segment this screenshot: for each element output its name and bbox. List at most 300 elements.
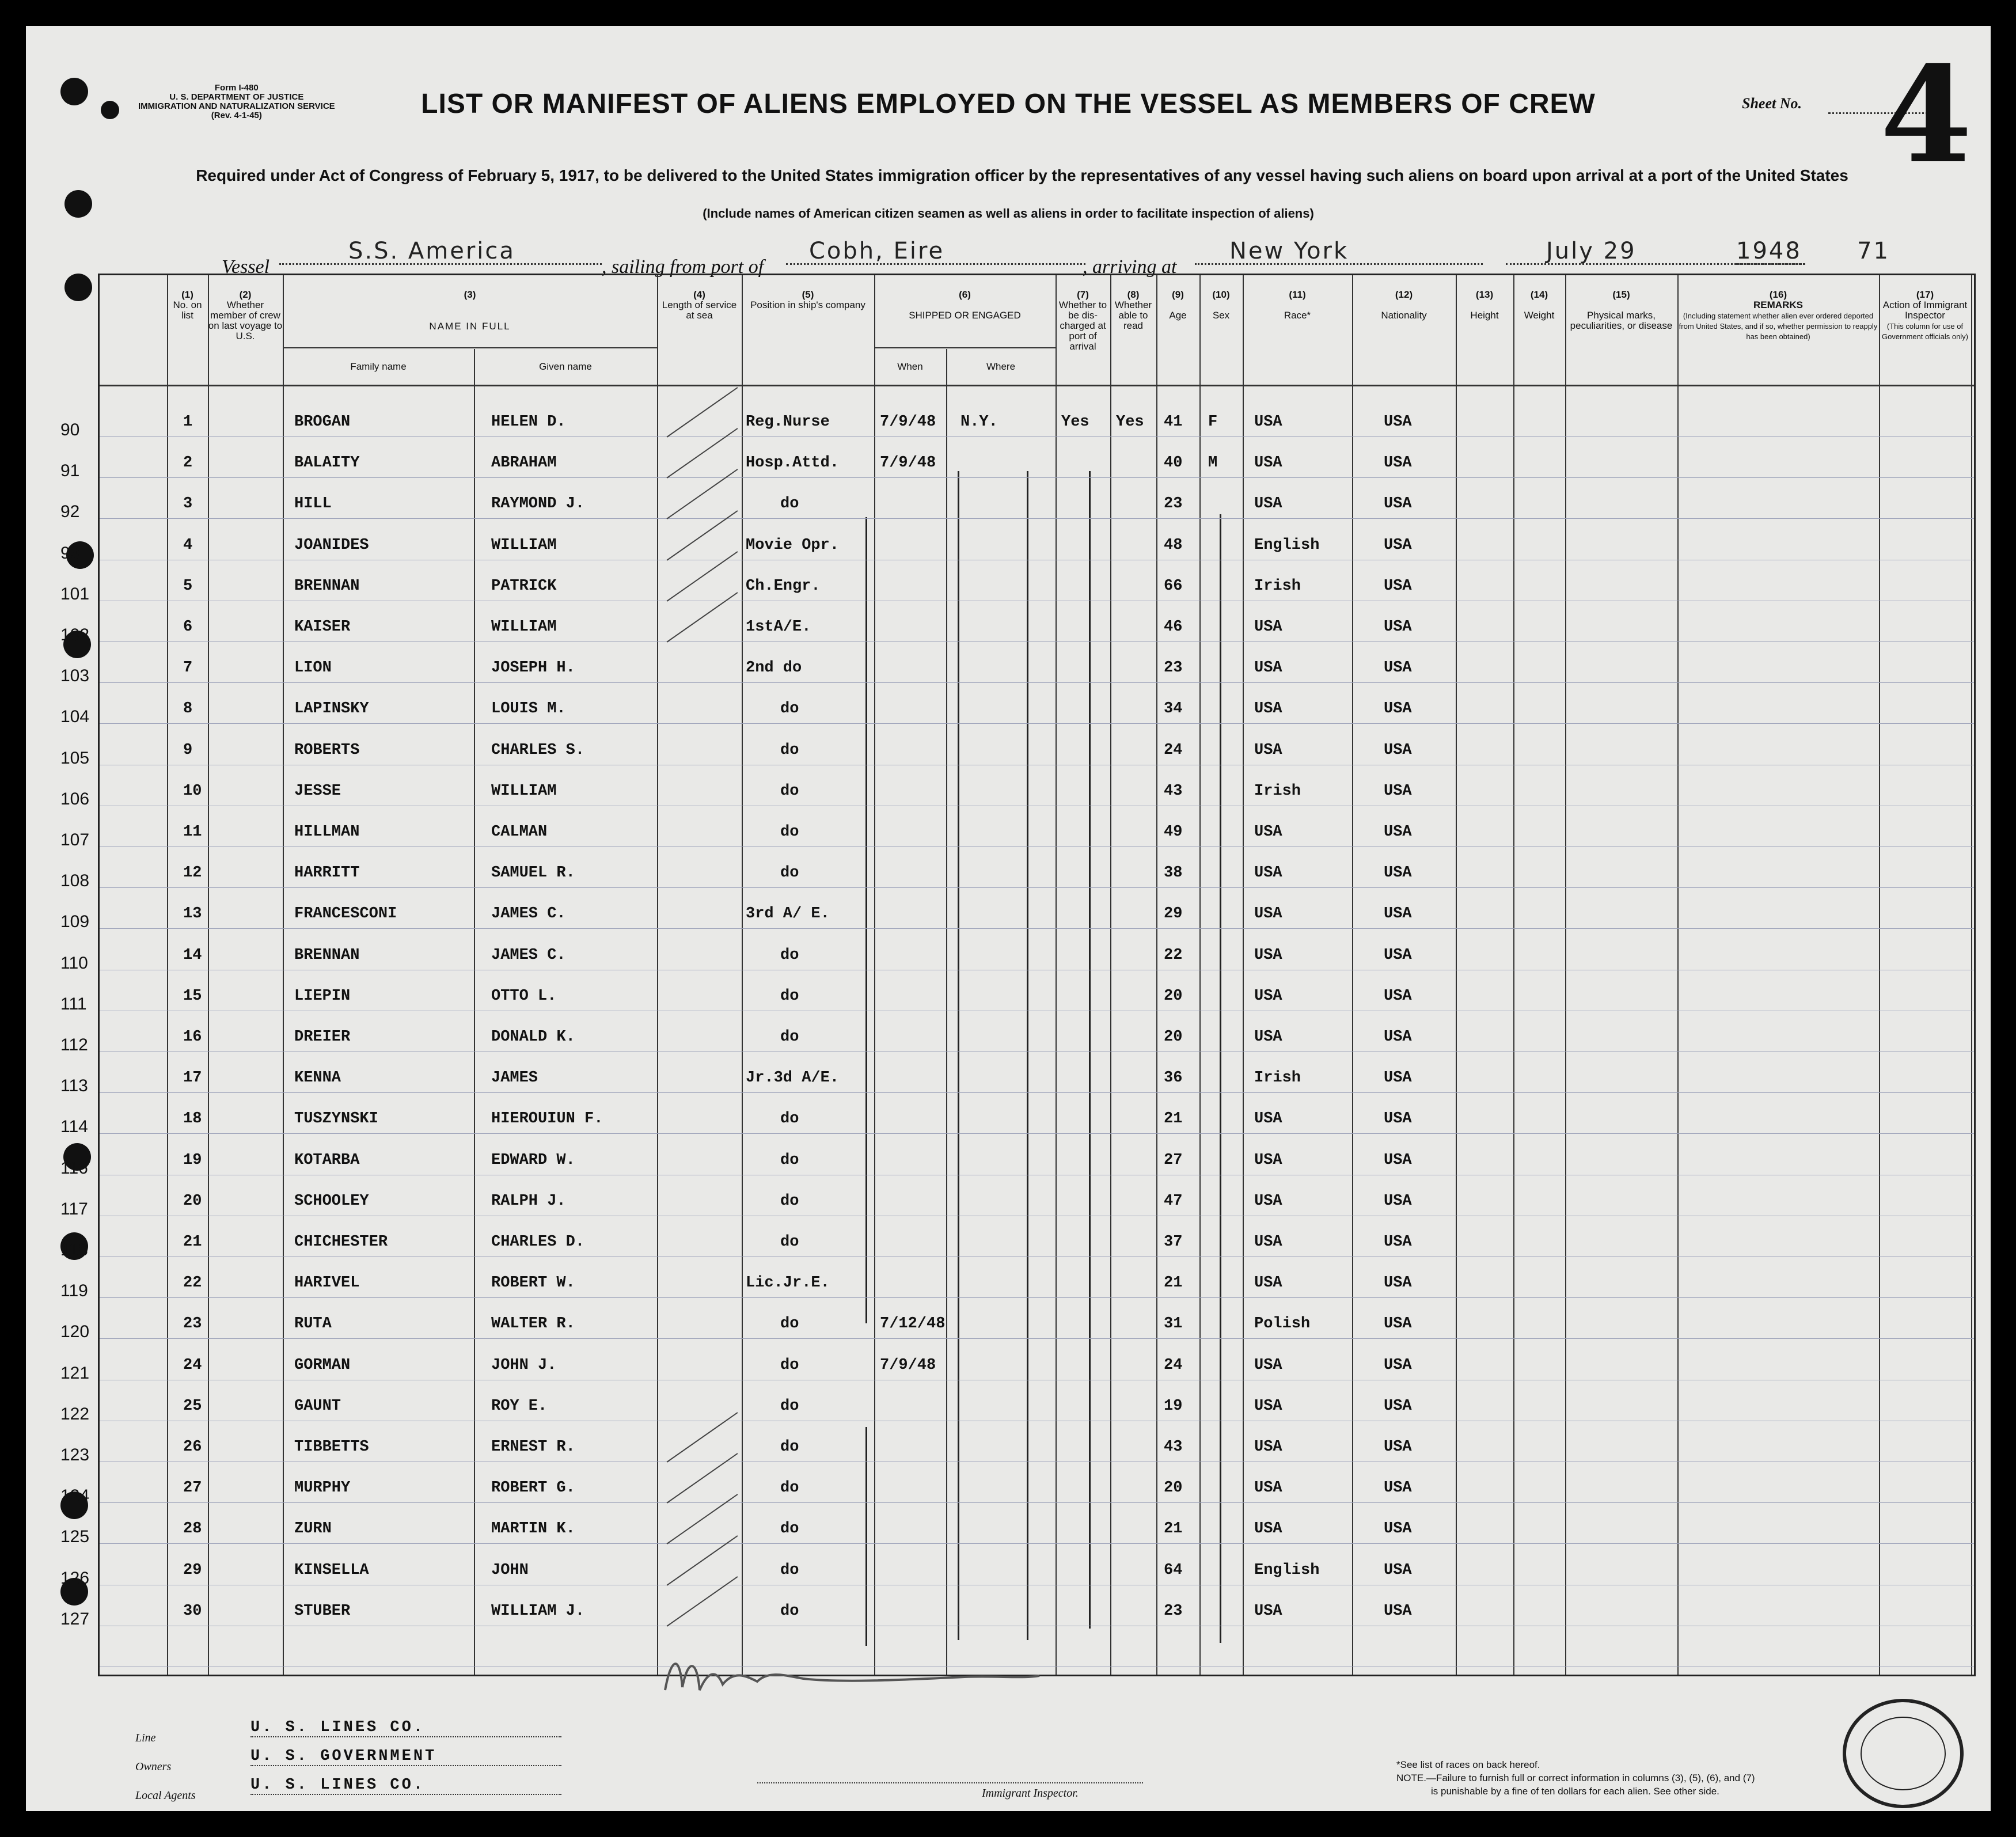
cell-shipped-when: 7/9/48 — [880, 1356, 936, 1374]
cell-family-name: JOANIDES — [294, 536, 369, 554]
cell-family-name: BALAITY — [294, 454, 360, 472]
port-from: Cobh, Eire — [809, 238, 945, 264]
cell-list-number: 27 — [183, 1479, 202, 1497]
consulate-seal — [1843, 1699, 1964, 1808]
row-reference: 104 — [60, 707, 90, 727]
service-stroke — [666, 1494, 738, 1545]
col-discharged-header: (7) Whether to be dis-charged at port of arrival — [1058, 289, 1107, 352]
cell-family-name: JESSE — [294, 782, 341, 800]
cell-list-number: 10 — [183, 782, 202, 800]
col-action-header: (17) Action of Immigrant Inspector (This column for use of Government officials only) — [1881, 289, 1969, 341]
service-stroke — [666, 428, 738, 479]
cell-race: English — [1254, 1561, 1320, 1579]
cell-nationality: USA — [1384, 782, 1412, 800]
sailing-label: , sailing from port of — [602, 256, 764, 278]
ruled-line — [100, 1092, 1974, 1093]
cell-list-number: 18 — [183, 1110, 202, 1128]
cell-family-name: DREIER — [294, 1028, 351, 1046]
cell-age: 21 — [1164, 1110, 1183, 1128]
row-reference: 93 — [60, 543, 80, 563]
col-nationality-header: (12) Nationality — [1381, 289, 1427, 321]
cell-position: 3rd A/ E. — [746, 905, 830, 923]
sheet-number: 4 — [1880, 37, 1973, 193]
cell-family-name: BRENNAN — [294, 946, 360, 964]
cell-shipped-when: 7/9/48 — [880, 413, 936, 431]
cell-race: USA — [1254, 987, 1282, 1005]
cell-race: USA — [1254, 1192, 1282, 1210]
cell-list-number: 20 — [183, 1192, 202, 1210]
cell-family-name: BROGAN — [294, 413, 351, 431]
cell-position: do — [780, 1192, 799, 1210]
sheet-label: Sheet No. — [1742, 95, 1802, 112]
cell-given-name: CHARLES D. — [491, 1233, 585, 1251]
cell-position: Movie Opr. — [746, 536, 840, 554]
cell-race: USA — [1254, 823, 1282, 841]
col-race-header: (11) Race* — [1284, 289, 1311, 321]
cell-age: 24 — [1164, 741, 1183, 759]
cell-race: USA — [1254, 413, 1282, 431]
service-stroke — [666, 469, 738, 520]
cell-shipped-when: 7/12/48 — [880, 1315, 946, 1333]
col-age-header: (9) Age — [1169, 289, 1187, 321]
cell-position: do — [780, 700, 799, 718]
cell-position: 1stA/E. — [746, 618, 811, 636]
cell-age: 37 — [1164, 1233, 1183, 1251]
cell-nationality: USA — [1384, 987, 1412, 1005]
col-sex-header: (10) Sex — [1212, 289, 1230, 321]
owners-label: Owners — [135, 1760, 172, 1773]
ditto-mark — [865, 1427, 867, 1646]
cell-nationality: USA — [1384, 1520, 1412, 1538]
cell-nationality: USA — [1384, 864, 1412, 882]
cell-nationality: USA — [1384, 536, 1412, 554]
cell-given-name: CHARLES S. — [491, 741, 585, 759]
cell-given-name: EDWARD W. — [491, 1151, 575, 1169]
cell-nationality: USA — [1384, 1233, 1412, 1251]
row-reference: 111 — [60, 994, 87, 1014]
cell-race: USA — [1254, 454, 1282, 472]
row-reference: 123 — [60, 1445, 90, 1464]
cell-age: 19 — [1164, 1397, 1183, 1415]
cell-nationality: USA — [1384, 1274, 1412, 1292]
cell-shipped-where: N.Y. — [960, 413, 998, 431]
cell-race: English — [1254, 536, 1320, 554]
row-reference: 121 — [60, 1363, 90, 1383]
cell-nationality: USA — [1384, 1602, 1412, 1620]
cell-nationality: USA — [1384, 741, 1412, 759]
service-stroke — [666, 510, 738, 561]
form-identifier: Form I-480 U. S. DEPARTMENT OF JUSTICE IMMIGRATION AND NATURALIZATION SERVICE (Rev. 4-1-45) — [138, 83, 335, 120]
cell-age: 40 — [1164, 454, 1183, 472]
cell-list-number: 8 — [183, 700, 193, 718]
crew-table: (1) No. on list (2) Whether member of crew on last voyage to U.S. (3) NAME IN FULL Family name Given name (4) Length of service at sea (5) Position in ship's company (6) SHIPPED OR ENGAGED When Where (7) Whether to be dis-charged at port of arrival (8) Whether able to read (9) Age (10) Sex (11) Race* (12) Nationality (13) Height (14) Weight (15) Physical marks, peculiarities, or disease (16) REMARKS (Including statement whether alien ever ordered deported from United States, and if so, whether permission to reapply has been obtained) (17) Action of Immigrant Inspector (This column for use of Government officials only) 1 BROGAN HELEN D. Reg.Nurse 7/9/48 N.Y. Yes Yes 41 F USA USA 2 BALAITY ABRAHAM Hosp.Attd. 7/9/48 40 M USA USA 3 HILL RAYMOND J. do 23 USA USA 4 JOANIDES WILLIAM Movie Opr. 48 English USA 5 BRENNAN PATRICK Ch.Engr. 66 Irish USA 6 KAISER WILLIAM 1stA/E. 46 USA USA 7 LION JOSEPH H. 2nd do 23 USA USA 8 LAPINSKY LOUIS M. do 34 USA USA 9 ROBERTS CHARLES S. do 24 USA USA 10 JESSE WILLIAM do 43 Irish USA 11 HILLMAN CALMAN do 49 USA USA 12 HARRITT SAMUEL R. do 38 USA USA 13 FRANCESCONI JAMES C. 3rd A/ E. 29 USA USA 14 BRENNAN JAMES C. do 22 USA USA 15 LIEPIN OTTO L. do 20 USA USA 16 DREIER DONALD K. do 20 USA USA 17 KENNA JAMES Jr.3d A/E. 36 Irish USA 18 TUSZYNSKI HIEROUIUN F. do 21 USA USA 19 KOTARBA EDWARD W. do 27 USA USA 20 SCHOOLEY RALPH J. do 47 USA USA 21 CHICHESTER CHARLES D. do 37 USA USA 22 HARIVEL ROBERT W. Lic.Jr.E. 21 USA USA 23 RUTA WALTER R. do 7/12/48 31 Polish USA 24 GORMAN JOHN J. do 7/9/48 24 USA USA 25 GAUNT ROY E. do 19 USA USA 26 TIBBETTS ERNEST R. do 43 USA USA 27 MURPHY ROBERT G. do 20 USA USA 28 ZURN MARTIN K. do 21 USA USA 29 KINSELLA JOHN do 64 English USA 30 STUBER WILLIAM J. do 23 USA USA — [98, 274, 1976, 1676]
row-reference: 119 — [60, 1281, 88, 1301]
ruled-line — [100, 518, 1974, 519]
cell-nationality: USA — [1384, 700, 1412, 718]
cell-list-number: 7 — [183, 659, 193, 677]
cell-list-number: 3 — [183, 495, 193, 513]
cell-shipped-when: 7/9/48 — [880, 454, 936, 472]
cell-age: 23 — [1164, 659, 1183, 677]
cell-given-name: CALMAN — [491, 823, 548, 841]
cell-position: do — [780, 1315, 799, 1333]
cell-position: do — [780, 1439, 799, 1456]
row-reference: 113 — [60, 1076, 88, 1096]
row-reference: 127 — [60, 1609, 90, 1629]
col-read-header: (8) Whether able to read — [1114, 289, 1152, 331]
cell-family-name: KAISER — [294, 618, 351, 636]
cell-age: 41 — [1164, 413, 1183, 431]
col-service-header: (4) Length of service at sea — [662, 289, 737, 321]
cell-position: do — [780, 987, 799, 1005]
cell-family-name: LION — [294, 659, 332, 677]
cell-given-name: SAMUEL R. — [491, 864, 575, 882]
cell-position: do — [780, 1397, 799, 1415]
cell-age: 20 — [1164, 1479, 1183, 1497]
cell-nationality: USA — [1384, 905, 1412, 923]
cell-position: do — [780, 1602, 799, 1620]
cell-position: do — [780, 1356, 799, 1374]
vessel-label: Vessel — [222, 256, 270, 278]
cell-age: 46 — [1164, 618, 1183, 636]
cell-family-name: ROBERTS — [294, 741, 360, 759]
row-reference: 112 — [60, 1035, 88, 1054]
row-reference: 101 — [60, 584, 90, 604]
cell-position: do — [780, 1028, 799, 1046]
cell-nationality: USA — [1384, 413, 1412, 431]
col-crew-header: (2) Whether member of crew on last voyage to U.S. — [208, 289, 283, 341]
ruled-line — [100, 682, 1974, 683]
row-reference: 114 — [60, 1117, 88, 1137]
row-reference: 122 — [60, 1404, 90, 1424]
cell-given-name: JOHN J. — [491, 1356, 557, 1374]
cell-nationality: USA — [1384, 1069, 1412, 1087]
cell-race: USA — [1254, 1274, 1282, 1292]
row-reference: 117 — [60, 1199, 88, 1219]
cell-given-name: WILLIAM — [491, 782, 557, 800]
cell-nationality: USA — [1384, 577, 1412, 595]
cell-list-number: 30 — [183, 1602, 202, 1620]
cell-position: Reg.Nurse — [746, 413, 830, 431]
cell-age: 43 — [1164, 782, 1183, 800]
cell-family-name: KINSELLA — [294, 1561, 369, 1579]
cell-nationality: USA — [1384, 1110, 1412, 1128]
cell-position: Ch.Engr. — [746, 577, 821, 595]
cell-list-number: 26 — [183, 1439, 202, 1456]
cell-given-name: WILLIAM — [491, 536, 557, 554]
cell-list-number: 25 — [183, 1397, 202, 1415]
cell-race: USA — [1254, 1520, 1282, 1538]
cell-position: do — [780, 1233, 799, 1251]
cell-given-name: ROY E. — [491, 1397, 548, 1415]
cell-age: 48 — [1164, 536, 1183, 554]
cell-race: USA — [1254, 946, 1282, 964]
row-reference: 107 — [60, 830, 90, 849]
cell-age: 23 — [1164, 1602, 1183, 1620]
cell-list-number: 15 — [183, 987, 202, 1005]
cell-given-name: RALPH J. — [491, 1192, 566, 1210]
when-header: When — [897, 361, 923, 372]
service-stroke — [666, 1576, 738, 1627]
ditto-mark — [1089, 471, 1091, 1629]
cell-given-name: JAMES C. — [491, 946, 566, 964]
owners-value: U. S. GOVERNMENT — [250, 1748, 561, 1766]
cell-position: do — [780, 864, 799, 882]
col-position-header: (5) Position in ship's company — [750, 289, 865, 310]
cell-list-number: 17 — [183, 1069, 202, 1087]
service-stroke — [666, 1453, 738, 1504]
row-reference: 106 — [60, 789, 90, 809]
cell-position: do — [780, 1520, 799, 1538]
cell-given-name: JOHN — [491, 1561, 529, 1579]
row-reference: 116 — [60, 1158, 88, 1178]
ruled-line — [100, 1502, 1974, 1503]
cell-age: 27 — [1164, 1151, 1183, 1169]
service-stroke — [666, 592, 738, 643]
cell-position: do — [780, 946, 799, 964]
cell-nationality: USA — [1384, 1479, 1412, 1497]
arriving-label: , arriving at — [1083, 256, 1177, 278]
cell-given-name: HIEROUIUN F. — [491, 1110, 603, 1128]
penalty-note: NOTE.—Failure to furnish full or correct information in columns (3), (5), (6), and (7) — [1396, 1773, 1755, 1783]
cell-nationality: USA — [1384, 1439, 1412, 1456]
ruled-line — [100, 928, 1974, 929]
row-reference: 103 — [60, 666, 90, 686]
subtitle: Required under Act of Congress of February 5, 1917, to be delivered to the United States immigration officer by the representatives of any vessel having such aliens on board upon arrival at a port of the United States — [196, 166, 1848, 184]
row-reference: 124 — [60, 1486, 90, 1506]
col-shipped-header: (6) SHIPPED OR ENGAGED — [909, 289, 1021, 321]
cell-given-name: MARTIN K. — [491, 1520, 575, 1538]
cell-age: 38 — [1164, 864, 1183, 882]
cell-race: USA — [1254, 864, 1282, 882]
ruled-line — [100, 887, 1974, 888]
cell-position: do — [780, 823, 799, 841]
cell-family-name: LIEPIN — [294, 987, 351, 1005]
cell-family-name: BRENNAN — [294, 577, 360, 595]
cell-race: USA — [1254, 1151, 1282, 1169]
ditto-mark — [1027, 471, 1028, 1640]
col-weight-header: (14) Weight — [1524, 289, 1555, 321]
cell-family-name: LAPINSKY — [294, 700, 369, 718]
row-reference: 120 — [60, 1322, 90, 1342]
cell-given-name: OTTO L. — [491, 987, 557, 1005]
line-value: U. S. LINES CO. — [250, 1719, 561, 1737]
row-reference: 90 — [60, 420, 80, 439]
cell-given-name: ROBERT G. — [491, 1479, 575, 1497]
cell-family-name: HARIVEL — [294, 1274, 360, 1292]
cell-nationality: USA — [1384, 1356, 1412, 1374]
port-to: New York — [1229, 238, 1349, 264]
cell-age: 29 — [1164, 905, 1183, 923]
cell-sex: M — [1208, 454, 1218, 472]
cell-family-name: FRANCESCONI — [294, 905, 397, 923]
cell-nationality: USA — [1384, 618, 1412, 636]
cell-given-name: DONALD K. — [491, 1028, 575, 1046]
cell-age: 24 — [1164, 1356, 1183, 1374]
cell-family-name: KOTARBA — [294, 1151, 360, 1169]
service-stroke — [666, 1412, 738, 1463]
cell-race: USA — [1254, 1602, 1282, 1620]
cell-position: do — [780, 1110, 799, 1128]
col-remarks-header: (16) REMARKS (Including statement whether alien ever ordered deported from United States, and if so, whether permission to reapply has been obtained) — [1679, 289, 1878, 341]
cell-given-name: LOUIS M. — [491, 700, 566, 718]
cell-list-number: 12 — [183, 864, 202, 882]
cell-race: USA — [1254, 1439, 1282, 1456]
cell-race: USA — [1254, 618, 1282, 636]
cell-family-name: TUSZYNSKI — [294, 1110, 378, 1128]
cell-race: Polish — [1254, 1315, 1311, 1333]
cell-list-number: 4 — [183, 536, 193, 554]
agents-label: Local Agents — [135, 1789, 196, 1802]
cell-race: USA — [1254, 659, 1282, 677]
cell-family-name: HARRITT — [294, 864, 360, 882]
row-reference: 105 — [60, 748, 90, 768]
cell-age: 66 — [1164, 577, 1183, 595]
row-reference: 110 — [60, 953, 88, 973]
cell-age: 21 — [1164, 1274, 1183, 1292]
cell-given-name: ABRAHAM — [491, 454, 557, 472]
cell-list-number: 24 — [183, 1356, 202, 1374]
cell-position: Lic.Jr.E. — [746, 1274, 830, 1292]
service-stroke — [666, 551, 738, 602]
cell-family-name: HILL — [294, 495, 332, 513]
races-note: *See list of races on back hereof. — [1396, 1759, 1540, 1770]
cell-age: 64 — [1164, 1561, 1183, 1579]
cell-nationality: USA — [1384, 946, 1412, 964]
cell-age: 21 — [1164, 1520, 1183, 1538]
cell-age: 43 — [1164, 1439, 1183, 1456]
cell-nationality: USA — [1384, 823, 1412, 841]
family-name-header: Family name — [350, 361, 407, 372]
cell-list-number: 22 — [183, 1274, 202, 1292]
cell-list-number: 13 — [183, 905, 202, 923]
cell-age: 49 — [1164, 823, 1183, 841]
cell-list-number: 16 — [183, 1028, 202, 1046]
cell-given-name: JOSEPH H. — [491, 659, 575, 677]
cell-position: do — [780, 1479, 799, 1497]
arrival-year: 1948 — [1736, 238, 1802, 264]
cell-given-name: ERNEST R. — [491, 1439, 575, 1456]
ruled-line — [100, 1297, 1974, 1298]
cell-position: Jr.3d A/E. — [746, 1069, 840, 1087]
arrival-date: July 29 — [1546, 238, 1637, 264]
cell-position: 2nd do — [746, 659, 802, 677]
cell-race: USA — [1254, 905, 1282, 923]
penalty-note-2: is punishable by a fine of ten dollars for each alien. See other side. — [1431, 1786, 1719, 1797]
cell-race: Irish — [1254, 782, 1301, 800]
cell-age: 36 — [1164, 1069, 1183, 1087]
cell-given-name: JAMES — [491, 1069, 538, 1087]
row-reference: 125 — [60, 1527, 90, 1547]
cell-list-number: 19 — [183, 1151, 202, 1169]
cell-given-name: WALTER R. — [491, 1315, 575, 1333]
cell-list-number: 9 — [183, 741, 193, 759]
ditto-mark — [1220, 514, 1221, 1643]
cell-list-number: 2 — [183, 454, 193, 472]
cell-age: 34 — [1164, 700, 1183, 718]
cell-nationality: USA — [1384, 1028, 1412, 1046]
row-reference: 92 — [60, 502, 80, 522]
cell-given-name: ROBERT W. — [491, 1274, 575, 1292]
row-reference: 91 — [60, 461, 80, 481]
cell-race: USA — [1254, 741, 1282, 759]
document-title: LIST OR MANIFEST OF ALIENS EMPLOYED ON THE VESSEL AS MEMBERS OF CREW — [421, 89, 1596, 119]
cell-family-name: ZURN — [294, 1520, 332, 1538]
cell-race: USA — [1254, 1479, 1282, 1497]
cell-given-name: RAYMOND J. — [491, 495, 585, 513]
cell-nationality: USA — [1384, 1151, 1412, 1169]
cell-family-name: GAUNT — [294, 1397, 341, 1415]
cell-position: Hosp.Attd. — [746, 454, 840, 472]
cell-race: Irish — [1254, 1069, 1301, 1087]
cell-nationality: USA — [1384, 1397, 1412, 1415]
cell-nationality: USA — [1384, 495, 1412, 513]
where-header: Where — [986, 361, 1016, 372]
cell-list-number: 1 — [183, 413, 193, 431]
cell-family-name: RUTA — [294, 1315, 332, 1333]
row-reference: 108 — [60, 871, 90, 891]
vessel-name: S.S. America — [348, 238, 515, 264]
row-reference: 118 — [60, 1240, 88, 1259]
cell-age: 47 — [1164, 1192, 1183, 1210]
row-reference: 109 — [60, 912, 90, 932]
cell-family-name: GORMAN — [294, 1356, 351, 1374]
cell-given-name: PATRICK — [491, 577, 557, 595]
cell-age: 20 — [1164, 987, 1183, 1005]
inspector-label: Immigrant Inspector. — [982, 1787, 1079, 1800]
cell-family-name: TIBBETTS — [294, 1439, 369, 1456]
cell-age: 31 — [1164, 1315, 1183, 1333]
cell-race: USA — [1254, 1397, 1282, 1415]
cell-race: Irish — [1254, 577, 1301, 595]
cell-given-name: HELEN D. — [491, 413, 566, 431]
subtitle-note: (Include names of American citizen seamen as well as aliens in order to facilitate inspection of aliens) — [703, 206, 1314, 221]
cell-list-number: 23 — [183, 1315, 202, 1333]
cell-race: USA — [1254, 495, 1282, 513]
cell-family-name: MURPHY — [294, 1479, 351, 1497]
cell-race: USA — [1254, 1233, 1282, 1251]
cell-age: 20 — [1164, 1028, 1183, 1046]
ruled-line — [100, 1133, 1974, 1134]
ruled-line — [100, 477, 1974, 478]
col-height-header: (13) Height — [1470, 289, 1499, 321]
cell-age: 22 — [1164, 946, 1183, 964]
cell-list-number: 6 — [183, 618, 193, 636]
cell-nationality: USA — [1384, 1192, 1412, 1210]
cell-given-name: WILLIAM — [491, 618, 557, 636]
line-label: Line — [135, 1732, 156, 1744]
cell-list-number: 29 — [183, 1561, 202, 1579]
ruled-line — [100, 723, 1974, 724]
cell-position: do — [780, 1561, 799, 1579]
col-name-header: (3) — [464, 289, 476, 300]
cell-nationality: USA — [1384, 454, 1412, 472]
cell-race: USA — [1254, 1110, 1282, 1128]
inspector-signature-line — [757, 1782, 1143, 1783]
cell-family-name: HILLMAN — [294, 823, 360, 841]
cell-family-name: CHICHESTER — [294, 1233, 388, 1251]
cell-nationality: USA — [1384, 659, 1412, 677]
cell-given-name: JAMES C. — [491, 905, 566, 923]
service-stroke — [666, 387, 738, 438]
cell-race: USA — [1254, 700, 1282, 718]
cell-given-name: WILLIAM J. — [491, 1602, 585, 1620]
ditto-mark — [865, 517, 867, 1323]
cell-family-name: KENNA — [294, 1069, 341, 1087]
cell-family-name: SCHOOLEY — [294, 1192, 369, 1210]
cell-position: do — [780, 741, 799, 759]
cell-nationality: USA — [1384, 1561, 1412, 1579]
